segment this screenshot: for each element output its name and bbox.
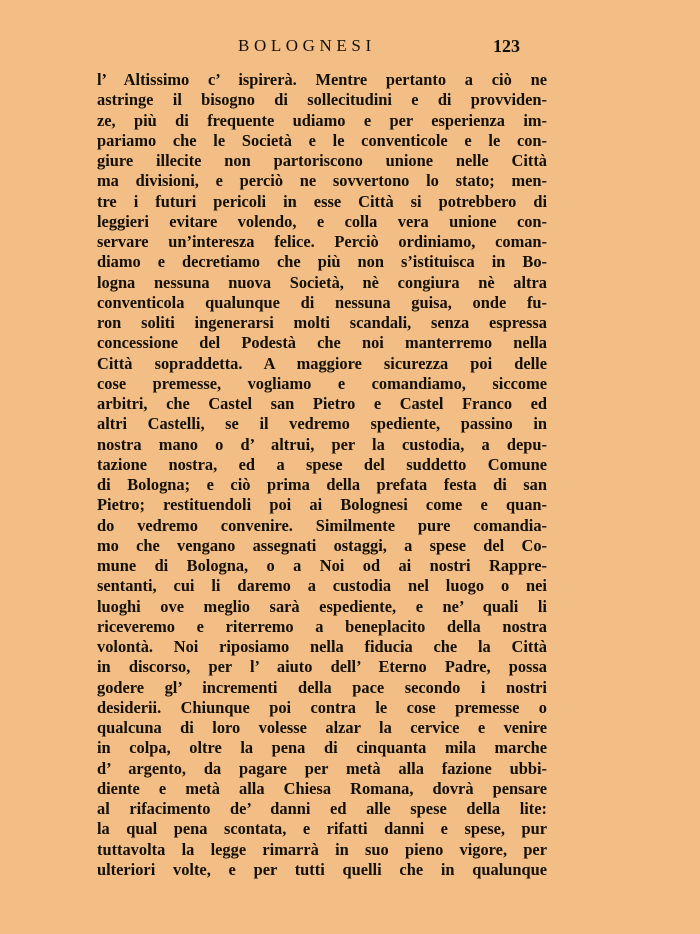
- text-line: desiderii. Chiunque poi contra le cose premesse o: [97, 697, 547, 717]
- text-line: Pietro; restituendoli poi ai Bolognesi come e quan-: [97, 495, 547, 515]
- text-line: ze, più di frequente udiamo e per esperienza im-: [97, 110, 547, 130]
- text-line: tre i futuri pericoli in esse Città si potrebbero di: [97, 191, 547, 211]
- text-line: Città sopraddetta. A maggiore sicurezza poi delle: [97, 353, 547, 373]
- text-line: di Bologna; e ciò prima della prefata festa di san: [97, 475, 547, 494]
- text-line: luoghi ove meglio sarà espediente, e ne’ quali li: [97, 596, 547, 616]
- text-line: logna nessuna nuova Società, nè congiura nè altra: [97, 272, 547, 292]
- text-line: ulteriori volte, e per tutti quelli che in qualunque: [97, 859, 547, 879]
- text-line: la qual pena scontata, e rifatti danni e spese, pur: [97, 819, 547, 839]
- text-line: do vedremo convenire. Similmente pure comandia-: [97, 515, 547, 535]
- text-line: ma divisioni, e perciò ne sovvertono lo stato; men-: [97, 171, 547, 191]
- running-head: [0, 33, 700, 59]
- text-line: al rifacimento de’ danni ed alle spese della lite:: [97, 799, 547, 818]
- text-line: sentanti, cui li daremo a custodia nel luogo o nei: [97, 576, 547, 596]
- text-line: tuttavolta la legge rimarrà in suo pieno vigore, per: [97, 839, 547, 859]
- text-line: d’ argento, da pagare per metà alla fazione ubbi-: [97, 758, 547, 778]
- text-line: qualcuna di loro volesse alzar la cervice e venire: [97, 718, 547, 737]
- text-line: diamo e decretiamo che più non s’istituisca in Bo-: [97, 252, 547, 272]
- text-line: in colpa, oltre la pena di cinquanta mila marche: [97, 738, 547, 758]
- text-line: diente e metà alla Chiesa Romana, dovrà pensare: [97, 778, 547, 798]
- body-text: [97, 70, 547, 880]
- text-line: astringe il bisogno di sollecitudini e di provviden-: [97, 90, 547, 110]
- text-line: nostra mano o d’ altrui, per la custodia, a depu-: [97, 434, 547, 454]
- text-line: in discorso, per l’ aiuto dell’ Eterno Padre, possa: [97, 657, 547, 677]
- text-line: mune di Bologna, o a Noi od ai nostri Rappre-: [97, 556, 547, 575]
- text-line: mo che vengano assegnati ostaggi, a spese del Co-: [97, 535, 547, 555]
- text-line: riceveremo e riterremo a beneplacito della nostra: [97, 616, 547, 636]
- text-line: volontà. Noi riposiamo nella fiducia che la Città: [97, 637, 547, 656]
- text-line: godere gl’ incrementi della pace secondo i nostri: [97, 677, 547, 697]
- text-line: pariamo che le Società e le conventicole e le con-: [97, 130, 547, 150]
- text-line: giure illecite non partoriscono unione nelle Città: [97, 151, 547, 170]
- text-line: servare un’interesza felice. Perciò ordiniamo, coman-: [97, 232, 547, 251]
- page-number: 123: [493, 36, 520, 56]
- text-line: conventicola qualunque di nessuna guisa, onde fu-: [97, 292, 547, 312]
- text-line: leggieri evitare volendo, e colla vera unione con-: [97, 211, 547, 231]
- text-line: ron soliti ingenerarsi molti scandali, senza espressa: [97, 313, 547, 332]
- running-title: BOLOGNESI: [238, 36, 376, 55]
- text-line: l’ Altissimo c’ ispirerà. Mentre pertanto a ciò ne: [97, 70, 547, 89]
- text-line: arbitri, che Castel san Pietro e Castel Franco ed: [97, 394, 547, 413]
- text-line: altri Castelli, se il vedremo spediente, passino in: [97, 414, 547, 434]
- text-line: tazione nostra, ed a spese del suddetto Comune: [97, 454, 547, 474]
- text-line: concessione del Podestà che noi manterremo nella: [97, 333, 547, 353]
- text-line: cose premesse, vogliamo e comandiamo, siccome: [97, 373, 547, 393]
